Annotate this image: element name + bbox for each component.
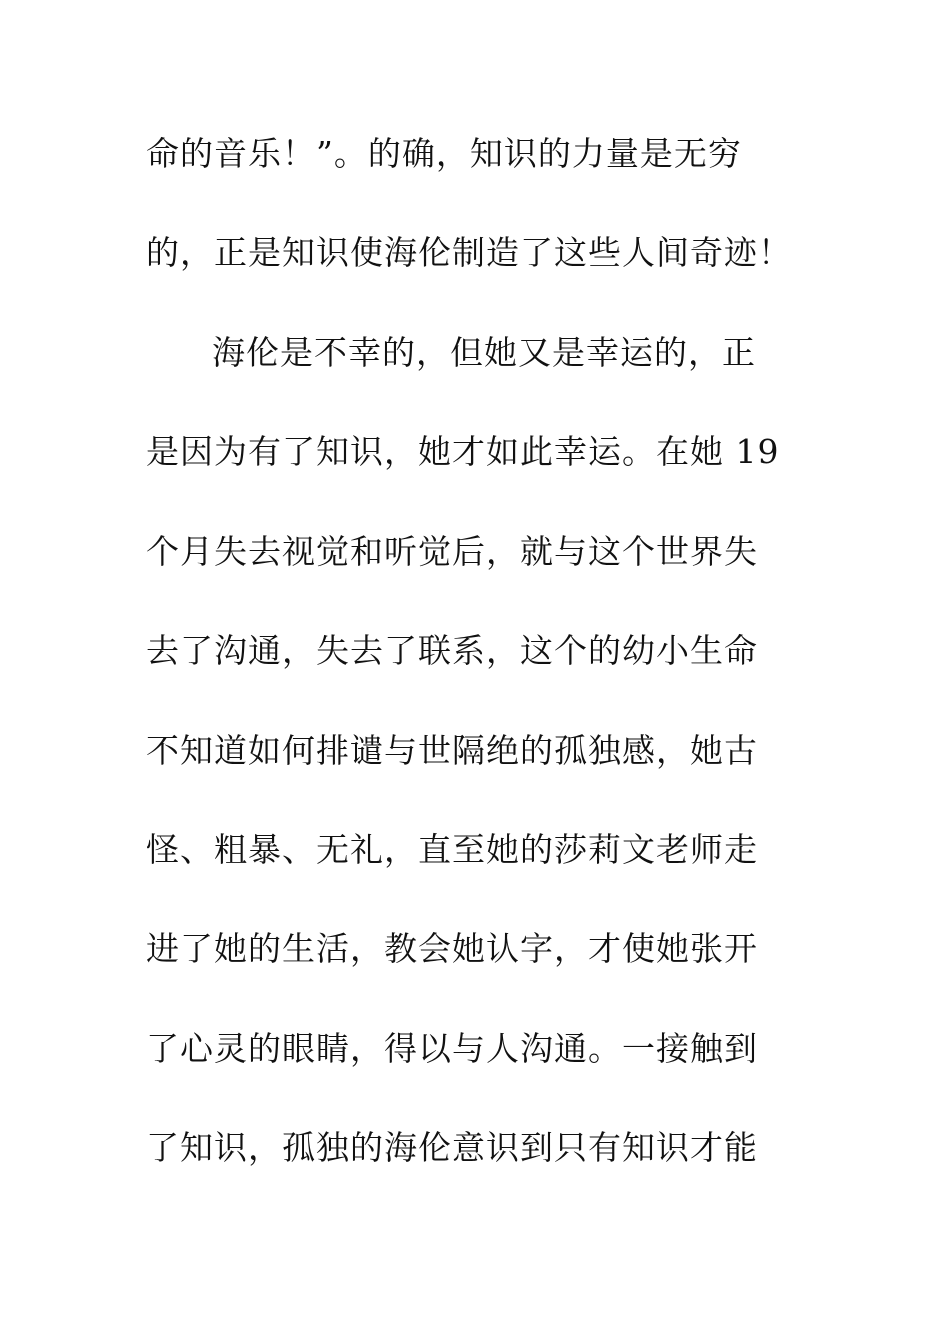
- text-line: 进了她的生活，教会她认字，才使她张开: [146, 929, 758, 968]
- paragraph-first-line: 海伦是不幸的，但她又是幸运的，正: [212, 333, 756, 372]
- text-line: 不知道如何排谴与世隔绝的孤独感，她古: [146, 731, 758, 770]
- text-line: 命的音乐！”。的确，知识的力量是无穷: [146, 134, 742, 173]
- text-line: 的，正是知识使海伦制造了这些人间奇迹！: [146, 233, 792, 272]
- text-line: 了心灵的眼睛，得以与人沟通。一接触到: [146, 1029, 758, 1068]
- text-line: 个月失去视觉和听觉后，就与这个世界失: [146, 532, 758, 571]
- text-line: 了知识，孤独的海伦意识到只有知识才能: [146, 1128, 758, 1167]
- text-line: 是因为有了知识，她才如此幸运。在她 19: [146, 432, 780, 471]
- text-line: 去了沟通，失去了联系，这个的幼小生命: [146, 631, 758, 670]
- text-line: 怪、粗暴、无礼，直至她的莎莉文老师走: [146, 830, 758, 869]
